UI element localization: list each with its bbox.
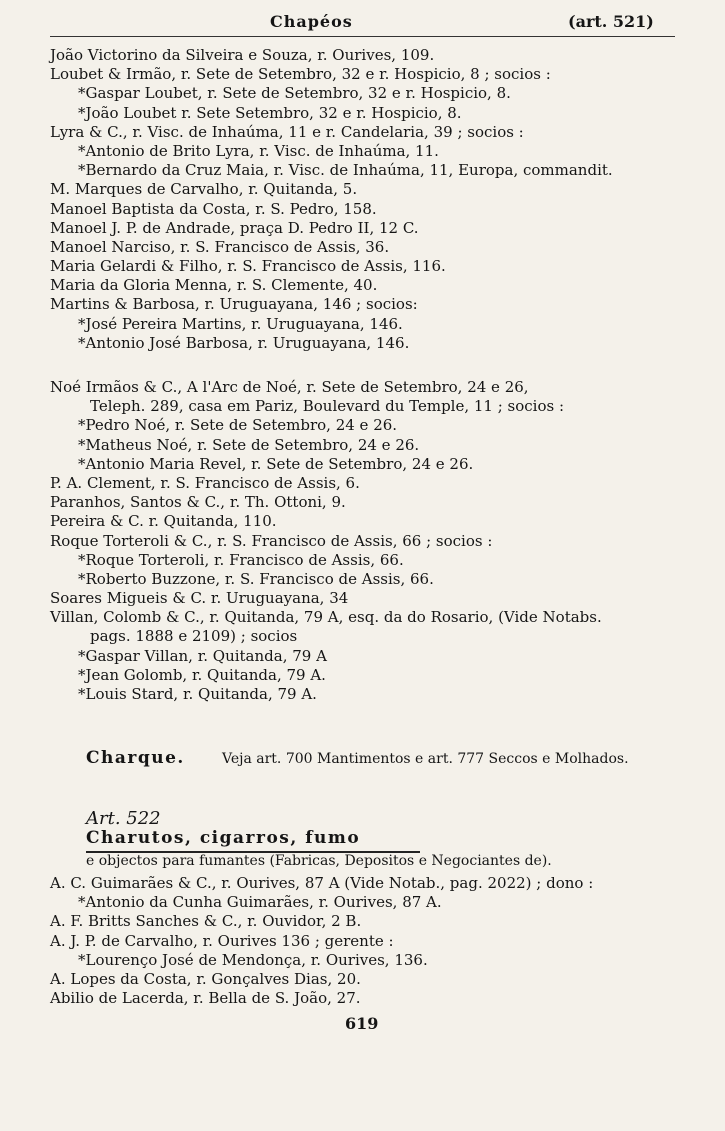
directory-entry: Manoel J. P. de Andrade, praça D. Pedro II, 12 C. — [50, 218, 419, 237]
directory-entry: Paranhos, Santos & C., r. Th. Ottoni, 9. — [50, 493, 346, 512]
directory-entry: Abilio de Lacerda, r. Bella de S. João, 27. — [50, 989, 361, 1008]
directory-entry: Martins & Barbosa, r. Uruguayana, 146 ; socios: — [50, 295, 418, 314]
directory-entry: *Gaspar Loubet, r. Sete de Setembro, 32 e r. Hospicio, 8. — [78, 84, 511, 103]
directory-entry: A. J. P. de Carvalho, r. Ourives 136 ; gerente : — [50, 931, 394, 950]
directory-entry: Lyra & C., r. Visc. de Inhaúma, 11 e r. Candelaria, 39 ; socios : — [50, 122, 524, 141]
article-reference: (art. 521) — [568, 12, 654, 31]
directory-entry: *João Loubet r. Sete Setembro, 32 e r. Hospicio, 8. — [78, 103, 462, 122]
directory-entry: *Antonio de Brito Lyra, r. Visc. de Inhaúma, 11. — [78, 141, 439, 160]
page-number: 619 — [345, 1014, 379, 1033]
directory-entry: Manoel Narciso, r. S. Francisco de Assis, 36. — [50, 237, 390, 256]
directory-entry: A. Lopes da Costa, r. Gonçalves Dias, 20. — [50, 969, 361, 988]
directory-entry: *Gaspar Villan, r. Quitanda, 79 A — [78, 646, 327, 665]
directory-entry: Noé Irmãos & C., A l'Arc de Noé, r. Sete de Setembro, 24 e 26, — [50, 378, 529, 396]
directory-entry: Maria da Gloria Menna, r. S. Clemente, 40. — [50, 276, 378, 295]
running-title: Chapéos — [270, 12, 353, 31]
section-title-charque: Charque. — [86, 748, 185, 768]
directory-entry: Soares Migueis & C. r. Uruguayana, 34 — [50, 589, 349, 608]
directory-entry: *Jean Golomb, r. Quitanda, 79 A. — [78, 665, 326, 684]
directory-entry: Loubet & Irmão, r. Sete de Setembro, 32 e r. Hospicio, 8 ; socios : — [50, 65, 551, 84]
directory-entry: Manoel Baptista da Costa, r. S. Pedro, 158. — [50, 199, 377, 218]
directory-entry: A. F. Britts Sanches & C., r. Ouvidor, 2 B. — [50, 912, 362, 931]
directory-entry: *Lourenço José de Mendonça, r. Ourives, 136. — [78, 950, 428, 969]
directory-entry: *Louis Stard, r. Quitanda, 79 A. — [78, 685, 317, 703]
directory-entry: *Antonio José Barbosa, r. Uruguayana, 146. — [78, 333, 410, 352]
directory-entry: *Antonio Maria Revel, r. Sete de Setembro, 24 e 26. — [78, 454, 474, 473]
directory-entry: Teleph. 289, casa em Pariz, Boulevard du Temple, 11 ; socios : — [90, 397, 565, 416]
directory-entry: Maria Gelardi & Filho, r. S. Francisco de Assis, 116. — [50, 257, 446, 276]
directory-entry: João Victorino da Silveira e Souza, r. Ourives, 109. — [50, 46, 435, 64]
section-title-charutos: Charutos, cigarros, fumo — [86, 828, 361, 848]
article-number: Art. 522 — [86, 808, 161, 829]
entries-block-chapeos-part1 — [50, 46, 690, 353]
header-rule — [50, 36, 675, 37]
section-subtitle: e objectos para fumantes (Fabricas, Depositos e Negociantes de). — [86, 853, 552, 869]
entries-block-chapeos-part2 — [50, 378, 690, 704]
directory-entry: *Matheus Noé, r. Sete de Setembro, 24 e 26. — [78, 435, 420, 454]
directory-entry: P. A. Clement, r. S. Francisco de Assis, 6. — [50, 473, 360, 492]
directory-entry: Villan, Colomb & C., r. Quitanda, 79 A, esq. da do Rosario, (Vide Notabs. — [50, 608, 602, 627]
directory-entry: *Antonio da Cunha Guimarães, r. Ourives, 87 A. — [78, 893, 442, 912]
directory-entry: *Roberto Buzzone, r. S. Francisco de Assis, 66. — [78, 569, 434, 588]
entries-block-charutos — [50, 874, 690, 1008]
directory-entry: *José Pereira Martins, r. Uruguayana, 146. — [78, 314, 403, 333]
directory-entry: *Roque Torteroli, r. Francisco de Assis, 66. — [78, 550, 404, 569]
directory-entry: *Pedro Noé, r. Sete de Setembro, 24 e 26. — [78, 416, 398, 435]
directory-entry: *Bernardo da Cruz Maia, r. Visc. de Inhaúma, 11, Europa, commandit. — [78, 161, 613, 180]
directory-entry: Roque Torteroli & C., r. S. Francisco de Assis, 66 ; socios : — [50, 531, 493, 550]
page-header — [0, 6, 725, 36]
directory-entry: A. C. Guimarães & C., r. Ourives, 87 A (Vide Notab., pag. 2022) ; dono : — [50, 874, 594, 892]
directory-entry: Pereira & C. r. Quitanda, 110. — [50, 512, 277, 531]
section-note-charque: Veja art. 700 Mantimentos e art. 777 Seccos e Molhados. — [222, 751, 629, 767]
directory-entry: pags. 1888 e 2109) ; socios — [90, 627, 298, 646]
directory-entry: M. Marques de Carvalho, r. Quitanda, 5. — [50, 180, 358, 199]
